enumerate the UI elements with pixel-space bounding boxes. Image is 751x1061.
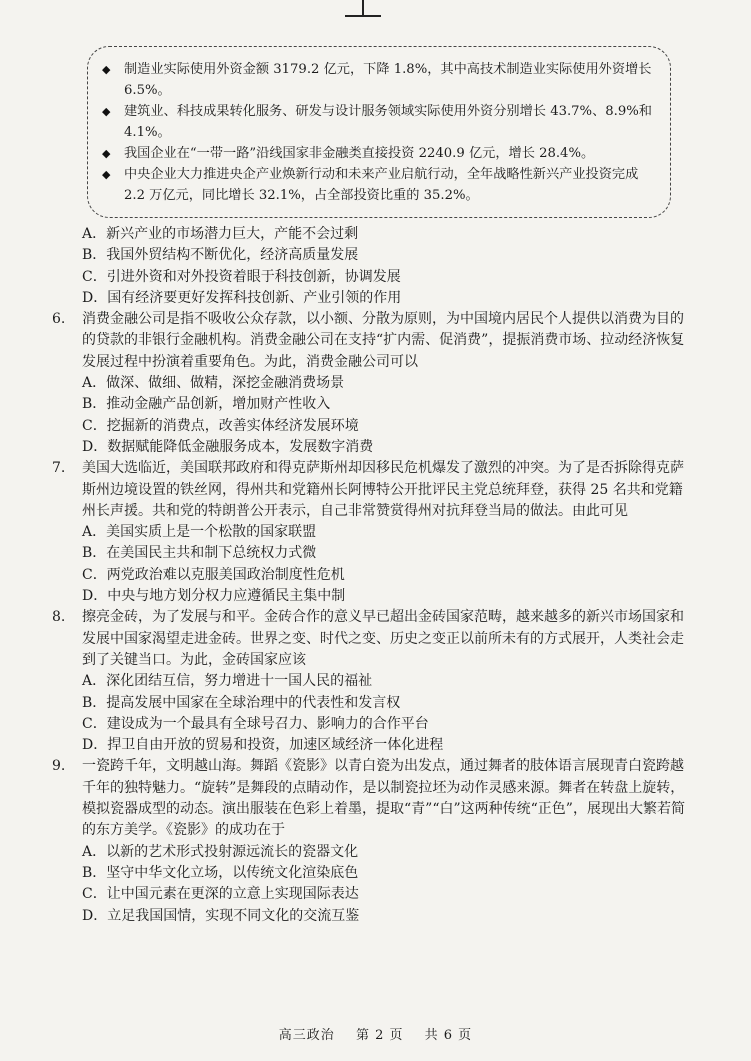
option-b: B．在美国民主共和制下总统权力式微 — [82, 545, 317, 562]
diamond-bullet-icon: ◆ — [102, 63, 111, 76]
material-box — [87, 46, 671, 218]
question-6 — [52, 309, 692, 458]
option-d: D．数据赋能降低金融服务成本，发展数字消费 — [82, 438, 374, 455]
option-b: B．提高发展中国家在全球治理中的代表性和发言权 — [82, 694, 401, 711]
material-bullet: ◆ 建筑业、科技成果转化服务、研发与设计服务领域实际使用外资分别增长 43.7%、8.9%和 4.1%。 — [102, 101, 656, 143]
question-8 — [52, 607, 692, 756]
questions-area — [52, 224, 692, 927]
option-d: D．中央与地方划分权力应遵循民主集中制 — [82, 588, 346, 605]
question-stem: 消费金融公司是指不吸收公众存款，以小额、分散为原则，为中国境内居民个人提供以消费为目的的贷款的非银行金融机构。消费金融公司在支持“扩内需、促消费”，提振消费市场、拉动经济恢复发展过程中扮演着重要角色。为此，消费金融公司可以 — [82, 311, 685, 370]
binding-mark — [345, 0, 381, 20]
footer-subject: 高三政治 — [278, 1028, 335, 1043]
option-b: B．坚守中华文化立场，以传统文化渲染底色 — [82, 864, 359, 881]
question-stem: 美国大选临近，美国联邦政府和得克萨斯州却因移民危机爆发了激烈的冲突。为了是否拆除得克萨斯州边境设置的铁丝网，得州共和党籍州长阿博特公开批评民主党总统拜登，获得 25 名共和党籍州长声援。共和党的特朗普公开表示，自己非常赞赏得州对抗拜登当局的做法。由此可见 — [82, 460, 684, 519]
option-c: C．让中国元素在更深的立意上实现国际表达 — [82, 886, 359, 903]
option-b: B．我国外贸结构不断优化，经济高质量发展 — [82, 247, 359, 264]
question-9 — [52, 756, 692, 926]
option-c: C．引进外资和对外投资着眼于科技创新，协调发展 — [82, 268, 401, 285]
question-stem: 擦亮金砖，为了发展与和平。金砖合作的意义早已超出金砖国家范畴，越来越多的新兴市场国家和发展中国家渴望走进金砖。世界之变、时代之变、历史之变正以前所未有的方式展开，人类社会走到了关键当口。为此，金砖国家应该 — [82, 609, 684, 668]
question-number: 8. — [52, 609, 66, 626]
diamond-bullet-icon: ◆ — [102, 168, 111, 181]
option-a: A．美国实质上是一个松散的国家联盟 — [82, 524, 317, 541]
footer-page-number: 第 2 页 — [355, 1028, 404, 1043]
option-a: A．新兴产业的市场潜力巨大，产能不会过剩 — [82, 226, 359, 242]
material-bullet: ◆ 制造业实际使用外资金额 3179.2 亿元，下降 1.8%，其中高技术制造业实际使用外资增长 6.5%。 — [102, 59, 656, 101]
question-7 — [52, 458, 692, 607]
option-d: D．立足我国国情，实现不同文化的交流互鉴 — [82, 907, 360, 924]
option-a: A．以新的艺术形式投射源远流长的瓷器文化 — [82, 843, 359, 860]
option-c: C．挖掘新的消费点，改善实体经济发展环境 — [82, 417, 359, 434]
question-number: 9. — [52, 758, 66, 775]
material-bullet: ◆ 中央企业大力推进央企产业焕新行动和未来产业启航行动，全年战略性新兴产业投资完成 2.2 万亿元，同比增长 32.1%，占全部投资比重的 35.2%。 — [102, 164, 656, 206]
option-c: C．建设成为一个最具有全球号召力、影响力的合作平台 — [82, 715, 429, 732]
question-number: 7. — [52, 460, 66, 477]
option-a: A．深化团结互信，努力增进十一国人民的福祉 — [82, 673, 373, 690]
question-stem: 一瓷跨千年，文明越山海。舞蹈《瓷影》以青白瓷为出发点，通过舞者的肢体语言展现青白瓷跨越千年的独特魅力。“旋转”是舞段的点睛动作，是以制瓷拉坯为动作灵感来源。舞者在转盘上旋转，模拟瓷器成型的动态。演出服装在色彩上着墨，提取“青”“白”这两种传统“正色”，展现出大繁若简的东方美学。《瓷影》的成功在于 — [82, 758, 685, 839]
footer-total-pages: 共 6 页 — [424, 1028, 473, 1043]
diamond-bullet-icon: ◆ — [102, 105, 111, 118]
option-c: C．两党政治难以克服美国政治制度性危机 — [82, 566, 345, 583]
material-bullet: ◆ 我国企业在“一带一路”沿线国家非金融类直接投资 2240.9 亿元，增长 28.4%。 — [102, 143, 656, 164]
option-d: D．国有经济要更好发挥科技创新、产业引领的作用 — [82, 289, 402, 306]
diamond-bullet-icon: ◆ — [102, 147, 111, 160]
option-a: A．做深、做细、做精，深挖金融消费场景 — [82, 375, 345, 392]
option-b: B．推动金融产品创新，增加财产性收入 — [82, 396, 331, 413]
option-d: D．捍卫自由开放的贸易和投资，加速区域经济一体化进程 — [82, 737, 444, 754]
page-footer — [0, 1024, 751, 1043]
question-5-options — [52, 224, 692, 309]
question-number: 6. — [52, 311, 66, 328]
